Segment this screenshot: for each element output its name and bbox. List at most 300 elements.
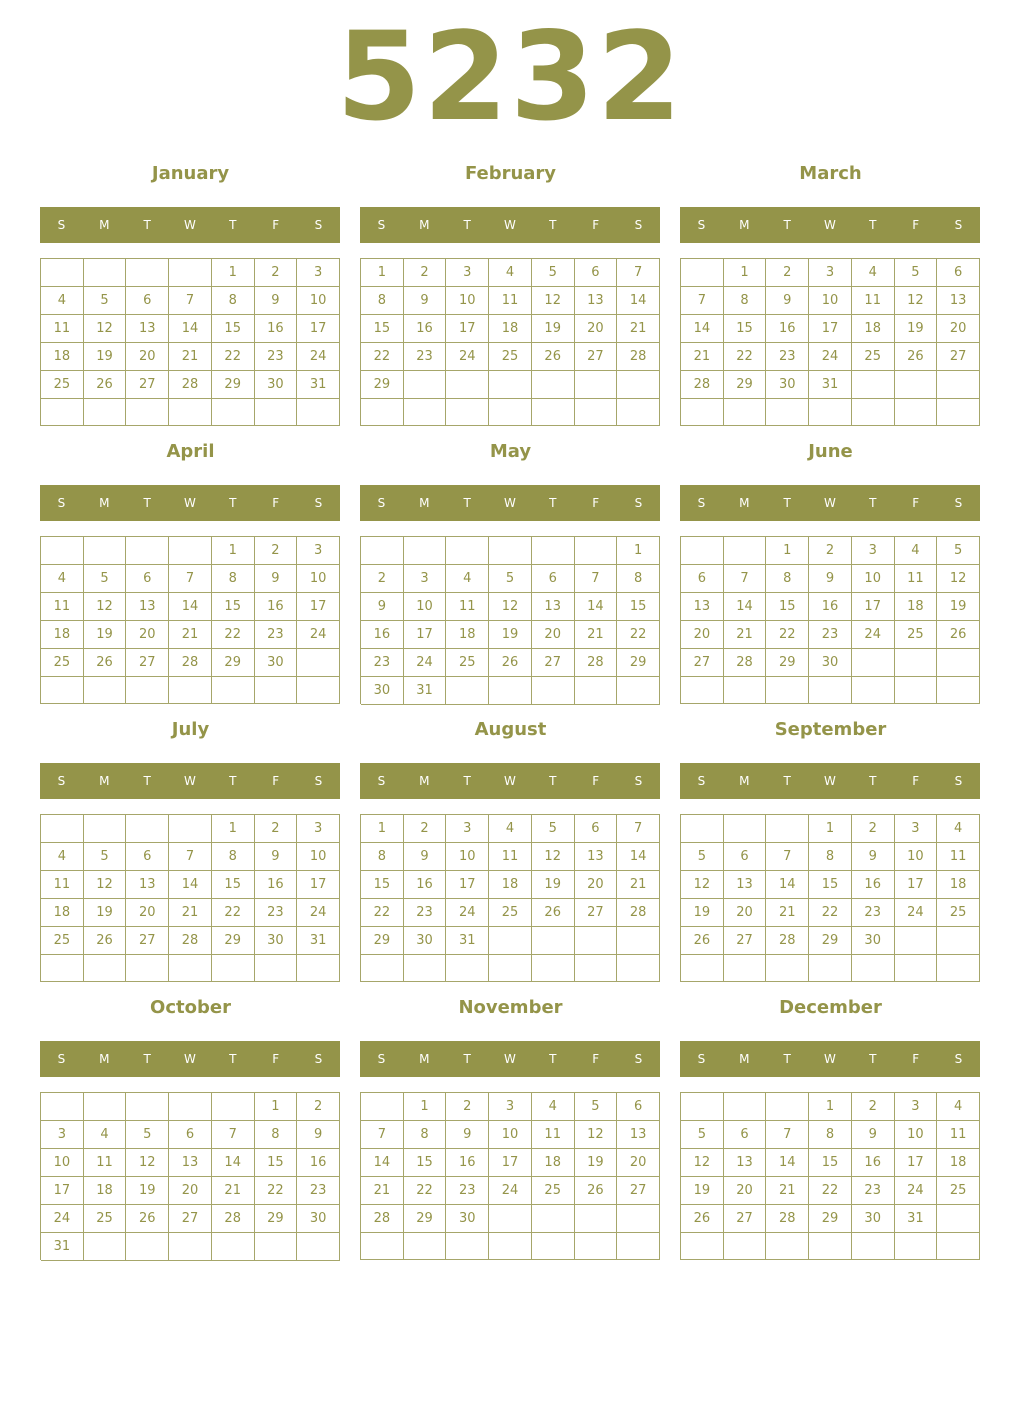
day-cell[interactable]: 22 bbox=[404, 1177, 447, 1205]
day-cell[interactable]: 1 bbox=[212, 537, 255, 565]
day-cell[interactable]: 30 bbox=[852, 927, 895, 955]
day-cell[interactable]: 20 bbox=[617, 1149, 660, 1177]
day-cell[interactable]: 10 bbox=[297, 287, 340, 315]
day-cell[interactable]: 13 bbox=[169, 1149, 212, 1177]
day-cell[interactable]: 19 bbox=[895, 315, 938, 343]
day-cell[interactable]: 20 bbox=[724, 899, 767, 927]
day-cell[interactable]: 4 bbox=[532, 1093, 575, 1121]
day-cell[interactable]: 17 bbox=[809, 315, 852, 343]
day-cell[interactable]: 26 bbox=[937, 621, 980, 649]
day-cell[interactable]: 26 bbox=[84, 371, 127, 399]
day-cell[interactable]: 29 bbox=[809, 927, 852, 955]
day-cell[interactable]: 5 bbox=[681, 843, 724, 871]
day-cell[interactable]: 16 bbox=[852, 871, 895, 899]
day-cell[interactable]: 29 bbox=[212, 927, 255, 955]
day-cell[interactable]: 9 bbox=[361, 593, 404, 621]
day-cell[interactable]: 7 bbox=[766, 1121, 809, 1149]
day-cell[interactable]: 9 bbox=[404, 843, 447, 871]
day-cell[interactable]: 27 bbox=[126, 371, 169, 399]
day-cell[interactable]: 19 bbox=[489, 621, 532, 649]
day-cell[interactable]: 21 bbox=[766, 899, 809, 927]
day-cell[interactable]: 21 bbox=[766, 1177, 809, 1205]
day-cell[interactable]: 21 bbox=[724, 621, 767, 649]
day-cell[interactable]: 23 bbox=[404, 343, 447, 371]
day-cell[interactable]: 24 bbox=[297, 343, 340, 371]
day-cell[interactable]: 28 bbox=[617, 343, 660, 371]
day-cell[interactable]: 6 bbox=[575, 815, 618, 843]
day-cell[interactable]: 25 bbox=[852, 343, 895, 371]
day-cell[interactable]: 2 bbox=[404, 815, 447, 843]
day-cell[interactable]: 11 bbox=[532, 1121, 575, 1149]
day-cell[interactable]: 8 bbox=[724, 287, 767, 315]
day-cell[interactable]: 18 bbox=[41, 621, 84, 649]
day-cell[interactable]: 21 bbox=[169, 899, 212, 927]
day-cell[interactable]: 30 bbox=[852, 1205, 895, 1233]
day-cell[interactable]: 15 bbox=[404, 1149, 447, 1177]
day-cell[interactable]: 17 bbox=[852, 593, 895, 621]
day-cell[interactable]: 24 bbox=[852, 621, 895, 649]
day-cell[interactable]: 19 bbox=[84, 621, 127, 649]
day-cell[interactable]: 17 bbox=[489, 1149, 532, 1177]
day-cell[interactable]: 2 bbox=[255, 537, 298, 565]
day-cell[interactable]: 2 bbox=[297, 1093, 340, 1121]
day-cell[interactable]: 16 bbox=[446, 1149, 489, 1177]
day-cell[interactable]: 8 bbox=[212, 565, 255, 593]
day-cell[interactable]: 10 bbox=[489, 1121, 532, 1149]
day-cell[interactable]: 5 bbox=[489, 565, 532, 593]
day-cell[interactable]: 12 bbox=[84, 315, 127, 343]
day-cell[interactable]: 29 bbox=[255, 1205, 298, 1233]
day-cell[interactable]: 17 bbox=[297, 871, 340, 899]
day-cell[interactable]: 7 bbox=[724, 565, 767, 593]
day-cell[interactable]: 27 bbox=[126, 649, 169, 677]
day-cell[interactable]: 3 bbox=[41, 1121, 84, 1149]
day-cell[interactable]: 11 bbox=[41, 315, 84, 343]
day-cell[interactable]: 7 bbox=[766, 843, 809, 871]
day-cell[interactable]: 10 bbox=[446, 287, 489, 315]
day-cell[interactable]: 27 bbox=[575, 343, 618, 371]
day-cell[interactable]: 6 bbox=[724, 843, 767, 871]
day-cell[interactable]: 31 bbox=[446, 927, 489, 955]
day-cell[interactable]: 27 bbox=[126, 927, 169, 955]
day-cell[interactable]: 13 bbox=[937, 287, 980, 315]
day-cell[interactable]: 2 bbox=[852, 815, 895, 843]
day-cell[interactable]: 15 bbox=[212, 871, 255, 899]
day-cell[interactable]: 7 bbox=[617, 259, 660, 287]
day-cell[interactable]: 21 bbox=[575, 621, 618, 649]
day-cell[interactable]: 23 bbox=[852, 1177, 895, 1205]
day-cell[interactable]: 17 bbox=[895, 871, 938, 899]
day-cell[interactable]: 25 bbox=[937, 1177, 980, 1205]
day-cell[interactable]: 25 bbox=[446, 649, 489, 677]
day-cell[interactable]: 3 bbox=[895, 815, 938, 843]
day-cell[interactable]: 25 bbox=[895, 621, 938, 649]
day-cell[interactable]: 30 bbox=[255, 927, 298, 955]
day-cell[interactable]: 13 bbox=[575, 287, 618, 315]
day-cell[interactable]: 17 bbox=[895, 1149, 938, 1177]
day-cell[interactable]: 5 bbox=[937, 537, 980, 565]
day-cell[interactable]: 13 bbox=[681, 593, 724, 621]
day-cell[interactable]: 9 bbox=[255, 843, 298, 871]
day-cell[interactable]: 22 bbox=[724, 343, 767, 371]
day-cell[interactable]: 3 bbox=[404, 565, 447, 593]
day-cell[interactable]: 17 bbox=[297, 315, 340, 343]
day-cell[interactable]: 28 bbox=[169, 649, 212, 677]
day-cell[interactable]: 7 bbox=[681, 287, 724, 315]
day-cell[interactable]: 4 bbox=[489, 815, 532, 843]
day-cell[interactable]: 19 bbox=[532, 315, 575, 343]
day-cell[interactable]: 23 bbox=[361, 649, 404, 677]
day-cell[interactable]: 11 bbox=[489, 287, 532, 315]
day-cell[interactable]: 6 bbox=[617, 1093, 660, 1121]
day-cell[interactable]: 23 bbox=[404, 899, 447, 927]
day-cell[interactable]: 31 bbox=[297, 371, 340, 399]
day-cell[interactable]: 14 bbox=[766, 871, 809, 899]
day-cell[interactable]: 6 bbox=[937, 259, 980, 287]
day-cell[interactable]: 2 bbox=[404, 259, 447, 287]
day-cell[interactable]: 24 bbox=[297, 899, 340, 927]
day-cell[interactable]: 16 bbox=[404, 315, 447, 343]
day-cell[interactable]: 4 bbox=[41, 843, 84, 871]
day-cell[interactable]: 4 bbox=[84, 1121, 127, 1149]
day-cell[interactable]: 12 bbox=[84, 871, 127, 899]
day-cell[interactable]: 30 bbox=[809, 649, 852, 677]
day-cell[interactable]: 28 bbox=[724, 649, 767, 677]
day-cell[interactable]: 19 bbox=[532, 871, 575, 899]
day-cell[interactable]: 29 bbox=[766, 649, 809, 677]
day-cell[interactable]: 9 bbox=[766, 287, 809, 315]
day-cell[interactable]: 10 bbox=[297, 843, 340, 871]
day-cell[interactable]: 17 bbox=[404, 621, 447, 649]
day-cell[interactable]: 4 bbox=[937, 1093, 980, 1121]
day-cell[interactable]: 18 bbox=[895, 593, 938, 621]
day-cell[interactable]: 15 bbox=[617, 593, 660, 621]
day-cell[interactable]: 23 bbox=[446, 1177, 489, 1205]
day-cell[interactable]: 15 bbox=[361, 315, 404, 343]
day-cell[interactable]: 12 bbox=[126, 1149, 169, 1177]
day-cell[interactable]: 12 bbox=[681, 871, 724, 899]
day-cell[interactable]: 8 bbox=[766, 565, 809, 593]
day-cell[interactable]: 6 bbox=[724, 1121, 767, 1149]
day-cell[interactable]: 9 bbox=[255, 287, 298, 315]
day-cell[interactable]: 19 bbox=[681, 899, 724, 927]
day-cell[interactable]: 22 bbox=[766, 621, 809, 649]
day-cell[interactable]: 8 bbox=[212, 843, 255, 871]
day-cell[interactable]: 20 bbox=[126, 899, 169, 927]
day-cell[interactable]: 6 bbox=[169, 1121, 212, 1149]
day-cell[interactable]: 18 bbox=[84, 1177, 127, 1205]
day-cell[interactable]: 12 bbox=[681, 1149, 724, 1177]
day-cell[interactable]: 23 bbox=[255, 899, 298, 927]
day-cell[interactable]: 4 bbox=[937, 815, 980, 843]
day-cell[interactable]: 13 bbox=[617, 1121, 660, 1149]
day-cell[interactable]: 7 bbox=[169, 565, 212, 593]
day-cell[interactable]: 28 bbox=[361, 1205, 404, 1233]
day-cell[interactable]: 30 bbox=[255, 649, 298, 677]
day-cell[interactable]: 19 bbox=[937, 593, 980, 621]
day-cell[interactable]: 20 bbox=[575, 871, 618, 899]
day-cell[interactable]: 26 bbox=[895, 343, 938, 371]
day-cell[interactable]: 3 bbox=[297, 815, 340, 843]
day-cell[interactable]: 16 bbox=[255, 871, 298, 899]
day-cell[interactable]: 14 bbox=[681, 315, 724, 343]
day-cell[interactable]: 5 bbox=[84, 565, 127, 593]
day-cell[interactable]: 6 bbox=[126, 565, 169, 593]
day-cell[interactable]: 14 bbox=[617, 843, 660, 871]
day-cell[interactable]: 13 bbox=[532, 593, 575, 621]
day-cell[interactable]: 7 bbox=[617, 815, 660, 843]
day-cell[interactable]: 11 bbox=[489, 843, 532, 871]
day-cell[interactable]: 1 bbox=[809, 815, 852, 843]
day-cell[interactable]: 12 bbox=[532, 287, 575, 315]
day-cell[interactable]: 31 bbox=[297, 927, 340, 955]
day-cell[interactable]: 9 bbox=[446, 1121, 489, 1149]
day-cell[interactable]: 21 bbox=[212, 1177, 255, 1205]
day-cell[interactable]: 5 bbox=[84, 843, 127, 871]
day-cell[interactable]: 1 bbox=[361, 259, 404, 287]
day-cell[interactable]: 16 bbox=[255, 593, 298, 621]
day-cell[interactable]: 10 bbox=[446, 843, 489, 871]
day-cell[interactable]: 3 bbox=[446, 259, 489, 287]
day-cell[interactable]: 19 bbox=[575, 1149, 618, 1177]
day-cell[interactable]: 7 bbox=[212, 1121, 255, 1149]
day-cell[interactable]: 3 bbox=[297, 259, 340, 287]
day-cell[interactable]: 27 bbox=[724, 927, 767, 955]
day-cell[interactable]: 25 bbox=[532, 1177, 575, 1205]
day-cell[interactable]: 22 bbox=[809, 899, 852, 927]
day-cell[interactable]: 10 bbox=[41, 1149, 84, 1177]
day-cell[interactable]: 9 bbox=[809, 565, 852, 593]
day-cell[interactable]: 13 bbox=[575, 843, 618, 871]
day-cell[interactable]: 5 bbox=[126, 1121, 169, 1149]
day-cell[interactable]: 4 bbox=[41, 287, 84, 315]
day-cell[interactable]: 11 bbox=[895, 565, 938, 593]
day-cell[interactable]: 25 bbox=[84, 1205, 127, 1233]
day-cell[interactable]: 19 bbox=[84, 343, 127, 371]
day-cell[interactable]: 25 bbox=[937, 899, 980, 927]
day-cell[interactable]: 1 bbox=[361, 815, 404, 843]
day-cell[interactable]: 2 bbox=[446, 1093, 489, 1121]
day-cell[interactable]: 26 bbox=[489, 649, 532, 677]
day-cell[interactable]: 30 bbox=[255, 371, 298, 399]
day-cell[interactable]: 27 bbox=[617, 1177, 660, 1205]
day-cell[interactable]: 30 bbox=[361, 677, 404, 705]
day-cell[interactable]: 7 bbox=[169, 287, 212, 315]
day-cell[interactable]: 2 bbox=[852, 1093, 895, 1121]
day-cell[interactable]: 9 bbox=[852, 843, 895, 871]
day-cell[interactable]: 18 bbox=[489, 871, 532, 899]
day-cell[interactable]: 28 bbox=[169, 371, 212, 399]
day-cell[interactable]: 20 bbox=[532, 621, 575, 649]
day-cell[interactable]: 21 bbox=[617, 315, 660, 343]
day-cell[interactable]: 7 bbox=[169, 843, 212, 871]
day-cell[interactable]: 28 bbox=[681, 371, 724, 399]
day-cell[interactable]: 8 bbox=[404, 1121, 447, 1149]
day-cell[interactable]: 22 bbox=[212, 621, 255, 649]
day-cell[interactable]: 30 bbox=[404, 927, 447, 955]
day-cell[interactable]: 1 bbox=[724, 259, 767, 287]
day-cell[interactable]: 16 bbox=[404, 871, 447, 899]
day-cell[interactable]: 25 bbox=[41, 649, 84, 677]
day-cell[interactable]: 12 bbox=[575, 1121, 618, 1149]
day-cell[interactable]: 16 bbox=[297, 1149, 340, 1177]
day-cell[interactable]: 1 bbox=[255, 1093, 298, 1121]
day-cell[interactable]: 5 bbox=[532, 815, 575, 843]
day-cell[interactable]: 18 bbox=[41, 343, 84, 371]
day-cell[interactable]: 18 bbox=[489, 315, 532, 343]
day-cell[interactable]: 28 bbox=[766, 1205, 809, 1233]
day-cell[interactable]: 5 bbox=[532, 259, 575, 287]
day-cell[interactable]: 4 bbox=[852, 259, 895, 287]
day-cell[interactable]: 14 bbox=[169, 593, 212, 621]
day-cell[interactable]: 3 bbox=[489, 1093, 532, 1121]
day-cell[interactable]: 30 bbox=[297, 1205, 340, 1233]
day-cell[interactable]: 15 bbox=[809, 871, 852, 899]
day-cell[interactable]: 6 bbox=[126, 843, 169, 871]
day-cell[interactable]: 20 bbox=[126, 343, 169, 371]
day-cell[interactable]: 16 bbox=[809, 593, 852, 621]
day-cell[interactable]: 14 bbox=[361, 1149, 404, 1177]
day-cell[interactable]: 15 bbox=[212, 593, 255, 621]
day-cell[interactable]: 3 bbox=[809, 259, 852, 287]
day-cell[interactable]: 26 bbox=[532, 343, 575, 371]
day-cell[interactable]: 8 bbox=[255, 1121, 298, 1149]
day-cell[interactable]: 26 bbox=[84, 927, 127, 955]
day-cell[interactable]: 26 bbox=[575, 1177, 618, 1205]
day-cell[interactable]: 23 bbox=[297, 1177, 340, 1205]
day-cell[interactable]: 29 bbox=[212, 371, 255, 399]
day-cell[interactable]: 5 bbox=[895, 259, 938, 287]
day-cell[interactable]: 12 bbox=[937, 565, 980, 593]
day-cell[interactable]: 1 bbox=[212, 259, 255, 287]
day-cell[interactable]: 9 bbox=[404, 287, 447, 315]
day-cell[interactable]: 15 bbox=[809, 1149, 852, 1177]
day-cell[interactable]: 31 bbox=[41, 1233, 84, 1261]
day-cell[interactable]: 30 bbox=[446, 1205, 489, 1233]
day-cell[interactable]: 16 bbox=[361, 621, 404, 649]
day-cell[interactable]: 14 bbox=[169, 315, 212, 343]
day-cell[interactable]: 28 bbox=[575, 649, 618, 677]
day-cell[interactable]: 23 bbox=[255, 343, 298, 371]
day-cell[interactable]: 18 bbox=[937, 1149, 980, 1177]
day-cell[interactable]: 26 bbox=[126, 1205, 169, 1233]
day-cell[interactable]: 26 bbox=[532, 899, 575, 927]
day-cell[interactable]: 11 bbox=[84, 1149, 127, 1177]
day-cell[interactable]: 27 bbox=[681, 649, 724, 677]
day-cell[interactable]: 11 bbox=[937, 1121, 980, 1149]
day-cell[interactable]: 28 bbox=[617, 899, 660, 927]
day-cell[interactable]: 6 bbox=[126, 287, 169, 315]
day-cell[interactable]: 2 bbox=[255, 815, 298, 843]
day-cell[interactable]: 29 bbox=[404, 1205, 447, 1233]
day-cell[interactable]: 20 bbox=[126, 621, 169, 649]
day-cell[interactable]: 12 bbox=[489, 593, 532, 621]
day-cell[interactable]: 9 bbox=[255, 565, 298, 593]
day-cell[interactable]: 10 bbox=[809, 287, 852, 315]
day-cell[interactable]: 27 bbox=[724, 1205, 767, 1233]
day-cell[interactable]: 18 bbox=[937, 871, 980, 899]
day-cell[interactable]: 29 bbox=[361, 927, 404, 955]
day-cell[interactable]: 2 bbox=[809, 537, 852, 565]
day-cell[interactable]: 6 bbox=[681, 565, 724, 593]
day-cell[interactable]: 29 bbox=[809, 1205, 852, 1233]
day-cell[interactable]: 31 bbox=[404, 677, 447, 705]
day-cell[interactable]: 24 bbox=[489, 1177, 532, 1205]
day-cell[interactable]: 14 bbox=[766, 1149, 809, 1177]
day-cell[interactable]: 22 bbox=[212, 343, 255, 371]
day-cell[interactable]: 16 bbox=[766, 315, 809, 343]
day-cell[interactable]: 15 bbox=[255, 1149, 298, 1177]
day-cell[interactable]: 8 bbox=[809, 843, 852, 871]
day-cell[interactable]: 10 bbox=[404, 593, 447, 621]
day-cell[interactable]: 17 bbox=[297, 593, 340, 621]
day-cell[interactable]: 8 bbox=[361, 843, 404, 871]
day-cell[interactable]: 31 bbox=[809, 371, 852, 399]
day-cell[interactable]: 31 bbox=[895, 1205, 938, 1233]
day-cell[interactable]: 24 bbox=[895, 1177, 938, 1205]
day-cell[interactable]: 17 bbox=[41, 1177, 84, 1205]
day-cell[interactable]: 20 bbox=[169, 1177, 212, 1205]
day-cell[interactable]: 28 bbox=[212, 1205, 255, 1233]
day-cell[interactable]: 13 bbox=[724, 871, 767, 899]
day-cell[interactable]: 8 bbox=[809, 1121, 852, 1149]
day-cell[interactable]: 10 bbox=[297, 565, 340, 593]
day-cell[interactable]: 7 bbox=[575, 565, 618, 593]
day-cell[interactable]: 22 bbox=[255, 1177, 298, 1205]
day-cell[interactable]: 29 bbox=[212, 649, 255, 677]
day-cell[interactable]: 2 bbox=[766, 259, 809, 287]
day-cell[interactable]: 24 bbox=[404, 649, 447, 677]
day-cell[interactable]: 25 bbox=[41, 371, 84, 399]
day-cell[interactable]: 3 bbox=[297, 537, 340, 565]
day-cell[interactable]: 21 bbox=[617, 871, 660, 899]
day-cell[interactable]: 10 bbox=[895, 1121, 938, 1149]
day-cell[interactable]: 14 bbox=[212, 1149, 255, 1177]
day-cell[interactable]: 20 bbox=[575, 315, 618, 343]
day-cell[interactable]: 22 bbox=[617, 621, 660, 649]
day-cell[interactable]: 4 bbox=[489, 259, 532, 287]
day-cell[interactable]: 28 bbox=[169, 927, 212, 955]
day-cell[interactable]: 23 bbox=[766, 343, 809, 371]
day-cell[interactable]: 12 bbox=[84, 593, 127, 621]
day-cell[interactable]: 15 bbox=[361, 871, 404, 899]
day-cell[interactable]: 16 bbox=[852, 1149, 895, 1177]
day-cell[interactable]: 29 bbox=[361, 371, 404, 399]
day-cell[interactable]: 18 bbox=[852, 315, 895, 343]
day-cell[interactable]: 13 bbox=[126, 593, 169, 621]
day-cell[interactable]: 18 bbox=[532, 1149, 575, 1177]
day-cell[interactable]: 10 bbox=[895, 843, 938, 871]
day-cell[interactable]: 29 bbox=[724, 371, 767, 399]
day-cell[interactable]: 25 bbox=[489, 899, 532, 927]
day-cell[interactable]: 9 bbox=[297, 1121, 340, 1149]
day-cell[interactable]: 1 bbox=[212, 815, 255, 843]
day-cell[interactable]: 5 bbox=[84, 287, 127, 315]
day-cell[interactable]: 3 bbox=[852, 537, 895, 565]
day-cell[interactable]: 8 bbox=[361, 287, 404, 315]
day-cell[interactable]: 14 bbox=[617, 287, 660, 315]
day-cell[interactable]: 8 bbox=[617, 565, 660, 593]
day-cell[interactable]: 1 bbox=[404, 1093, 447, 1121]
day-cell[interactable]: 13 bbox=[126, 871, 169, 899]
day-cell[interactable]: 13 bbox=[126, 315, 169, 343]
day-cell[interactable]: 21 bbox=[361, 1177, 404, 1205]
day-cell[interactable]: 18 bbox=[41, 899, 84, 927]
day-cell[interactable]: 26 bbox=[84, 649, 127, 677]
day-cell[interactable]: 15 bbox=[212, 315, 255, 343]
day-cell[interactable]: 8 bbox=[212, 287, 255, 315]
day-cell[interactable]: 27 bbox=[169, 1205, 212, 1233]
